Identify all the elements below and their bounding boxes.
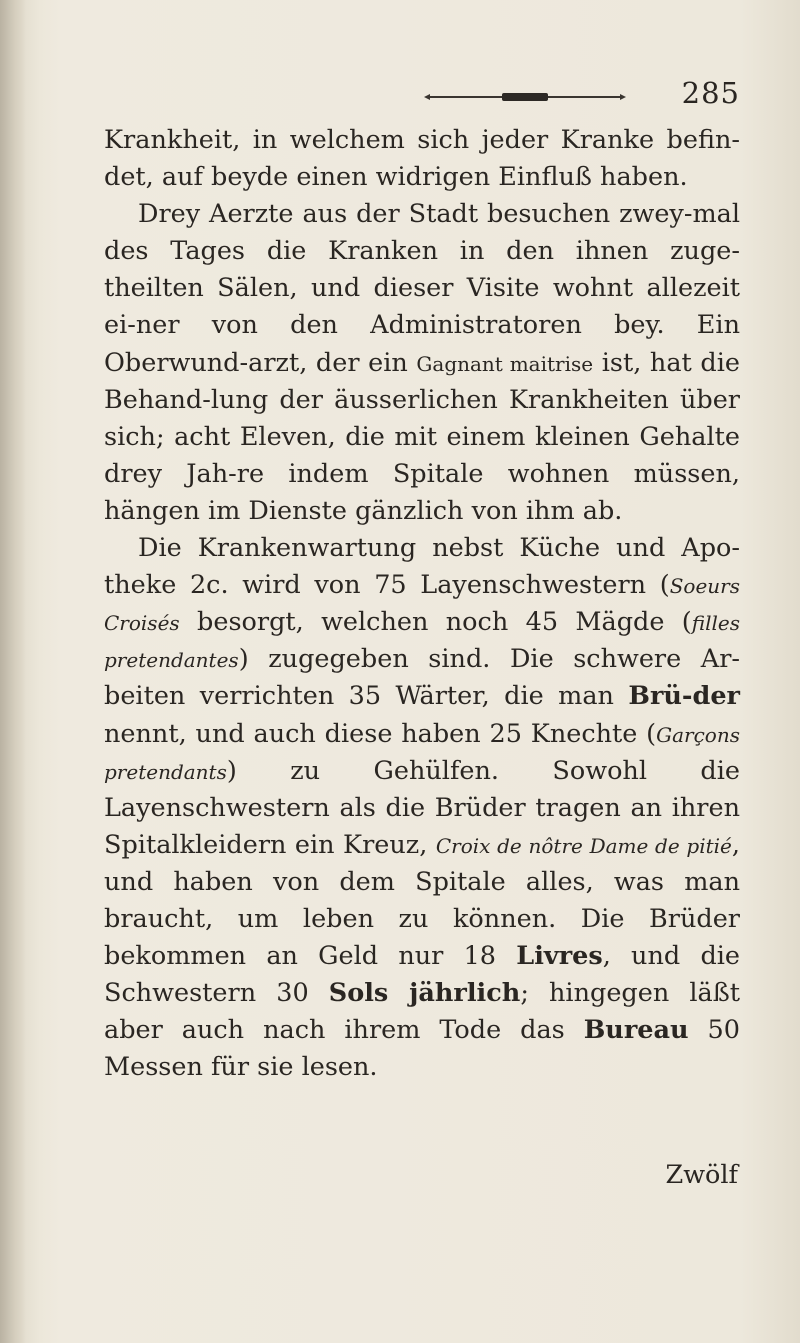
- body-text: [104, 122, 740, 1086]
- paragraph-3: [104, 530, 740, 1086]
- paragraph-1: [104, 122, 740, 196]
- paragraph-3-part-2: besorgt, welchen noch 45 Mägde (: [179, 607, 692, 638]
- french-term-soeurs: Soeurs Croisés: [104, 574, 740, 636]
- binding-shadow: [0, 0, 26, 1343]
- paragraph-3-part-7: , und die Schwestern 30: [104, 941, 741, 1009]
- french-term-garcons: Garçons pretendants: [104, 722, 740, 784]
- paragraph-3-part-3: ) zugegeben sind. Die schwere Ar-beiten verrichten 35 Wärter, die man: [104, 644, 740, 712]
- ornament-right-tip: [620, 94, 626, 100]
- paragraph-1-text: Krankheit, in welchem sich jeder Kranke befin-det, auf beyde einen widrigen Einfluß haben.: [104, 125, 740, 193]
- catchword: Zwölf: [665, 1160, 738, 1190]
- paragraph-3-part-1: Die Krankenwartung nebst Küche und Apo-theke 2c. wird von 75 Layenschwestern (: [104, 533, 740, 601]
- page-number: 285: [681, 76, 740, 110]
- emphasis-bureau: Bureau: [583, 1015, 689, 1046]
- emphasis-livres: Livres: [516, 941, 603, 972]
- french-term-filles: filles pretendantes: [104, 611, 740, 673]
- paragraph-3-part-8: ; hingegen läßt aber auch nach ihrem Tode das: [104, 978, 741, 1046]
- french-term-croix: Croix de nôtre Dame de pitié: [435, 833, 732, 858]
- french-term-gagnant: Gagnant maitrise: [416, 351, 594, 376]
- page-header: [100, 70, 740, 110]
- ornament-center: [502, 93, 548, 101]
- paragraph-2-text: Drey Aerzte aus der Stadt besuchen zwey-mal des Tages die Kranken in den ihnen zuge-theilten Sälen, und dieser Visite wohnt allezeit ei-ner von den Administratoren bey. Ein Oberwund-arzt, der ein: [104, 199, 740, 378]
- paragraph-3-part-5: ) zu Gehülfen. Sowohl die Layenschwestern als die Brüder tragen an ihren Spitalkleidern ein Kreuz,: [104, 755, 740, 860]
- emphasis-sols: Sols jährlich: [328, 978, 521, 1009]
- paragraph-2: [104, 196, 740, 530]
- ornament-left-tip: [424, 94, 430, 100]
- paragraph-3-part-4: nennt, und auch diese haben 25 Knechte (: [104, 718, 657, 749]
- paragraph-2-text-after: ist, hat die Behand-lung der äusserlichen Krankheiten über sich; acht Eleven, die mit einem kleinen Gehalte drey Jah-re indem Spitale wohnen müssen, hängen im Dienste gänzlich von ihm ab.: [104, 347, 740, 526]
- paragraph-3-part-6: , und haben von dem Spitale alles, was man braucht, um leben zu können. Die Brüder bekommen an Geld nur 18: [104, 829, 741, 972]
- header-ornament: [430, 93, 620, 101]
- paragraph-3-part-9: 50 Messen für sie lesen.: [104, 1015, 740, 1083]
- emphasis-brueder: Brü-der: [628, 681, 740, 712]
